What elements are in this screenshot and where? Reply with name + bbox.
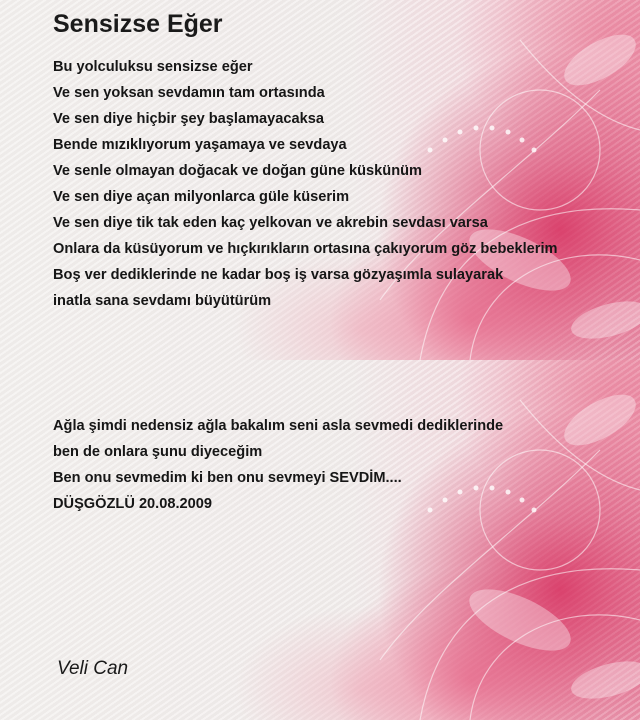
poem-line: ben de onlara şunu diyeceğim <box>53 444 263 460</box>
poem-line: Bende mızıklıyorum yaşamaya ve sevdaya <box>53 137 347 153</box>
poem-line: Ve senle olmayan doğacak ve doğan güne küskünüm <box>53 163 423 179</box>
stanza-1 <box>53 54 557 314</box>
poem-line: Ben onu sevmedim ki ben onu sevmeyi SEVDİM.... <box>53 470 402 486</box>
poem-line: Ve sen diye açan milyonlarca güle küserim <box>53 189 350 205</box>
poem-line: inatla sana sevdamı büyütürüm <box>53 293 272 309</box>
poem-signature: DÜŞGÖZLÜ 20.08.2009 <box>53 496 212 512</box>
poem-line: Ve sen diye tik tak eden kaç yelkovan ve akrebin sevdası varsa <box>53 215 488 231</box>
poem-title: Sensizse Eğer <box>53 10 223 38</box>
stanza-2 <box>53 413 503 517</box>
poem-panel-bottom <box>0 360 640 720</box>
poem-line: Bu yolculuksu sensizse eğer <box>53 59 253 75</box>
poem-line: Ağla şimdi nedensiz ağla bakalım seni asla sevmedi dediklerinde <box>53 418 504 434</box>
poem-author: Veli Can <box>57 658 129 679</box>
poem-line: Ve sen yoksan sevdamın tam ortasında <box>53 85 325 101</box>
poem-line: Boş ver dediklerinde ne kadar boş iş varsa gözyaşımla sulayarak <box>53 267 504 283</box>
poem-line: Onlara da küsüyorum ve hıçkırıkların ortasına çakıyorum göz bebeklerim <box>53 241 558 257</box>
poem-line: Ve sen diye hiçbir şey başlamayacaksa <box>53 111 324 127</box>
